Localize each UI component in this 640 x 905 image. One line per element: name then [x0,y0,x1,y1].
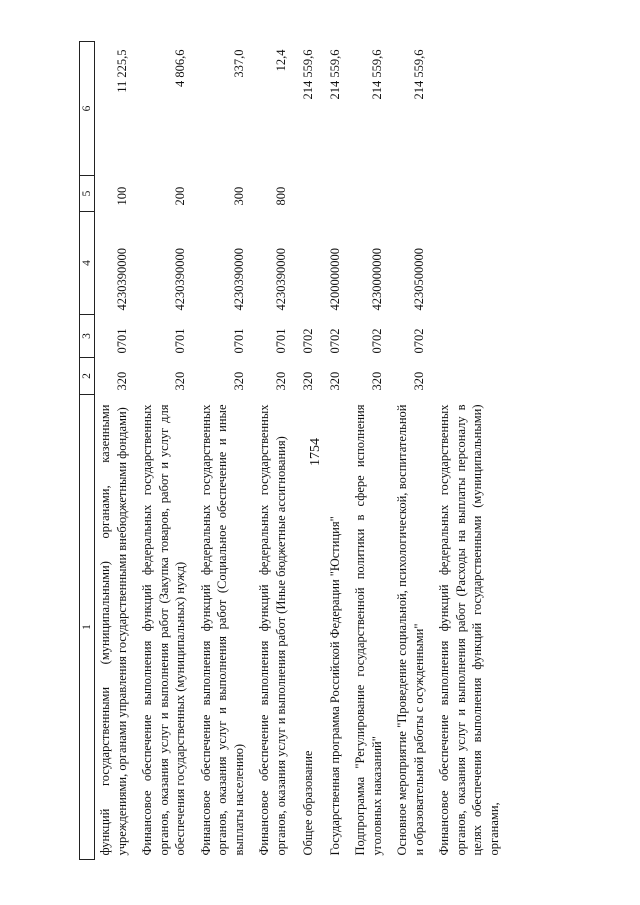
table-header-row [80,42,95,860]
row-section-code: 0701 [231,328,246,354]
row-description: Финансовое обеспечение выполнения функций федеральных государственных органов, оказания услуг и выполнения работ (Иные бюджетные ассигнования) [257,404,288,856]
row-amount: 4 806,6 [173,49,187,87]
row-target-code [292,212,319,315]
row-description: Финансовое обеспечение выполнения функций федеральных государственных органов, оказания услуг и выполнения работ (Расходы на выплаты персоналу в целях обеспечения выполнения функций государственными (муниципальными) органами, [437,404,501,856]
row-section-code: 0702 [411,328,426,354]
row-target-code: 4230390000 [231,248,246,311]
row-ministry-code: 320 [369,371,384,391]
table-row [388,42,430,860]
header-col-4: 4 [80,212,95,315]
row-target-code: 4230000000 [369,248,384,311]
row-section-code: 0701 [114,328,129,354]
row-section-code [430,315,505,358]
row-expense-type [388,176,430,212]
row-target-code: 4200000000 [327,248,342,311]
row-expense-type: 300 [231,186,246,206]
table-row [319,42,346,860]
row-description: Финансовое обеспечение выполнения функций федеральных государственных органов, оказания услуг и выполнения работ (Закупка товаров, работ и услуг для обеспечения государственных (муниципальных) нужд) [140,404,187,856]
row-expense-type [319,176,346,212]
row-target-code: 4230390000 [114,248,129,311]
row-ministry-code: 320 [173,371,187,391]
header-col-3: 3 [80,315,95,358]
row-ministry-code [430,358,505,395]
row-amount: 11 225,5 [114,49,129,93]
row-expense-type: 800 [273,186,288,206]
table-row [346,42,388,860]
row-expense-type [346,176,388,212]
row-section-code: 0701 [273,328,288,354]
row-amount: 12,4 [273,49,288,72]
row-ministry-code: 320 [273,371,288,391]
table-row [292,42,319,860]
row-amount: 214 559,6 [369,49,384,100]
row-section-code: 0702 [369,328,384,354]
row-ministry-code: 320 [300,371,315,391]
row-description: функций государственными (муниципальными) органами, казенными учреждениями, органами управления государственными внебюджетными фондами) [98,404,129,856]
table-row [133,42,192,860]
header-col-1: 1 [80,395,95,860]
budget-table [79,41,505,860]
header-col-5: 5 [80,176,95,212]
table-row [192,42,251,860]
row-expense-type: 100 [114,186,129,206]
row-description: Финансовое обеспечение выполнения функций федеральных государственных органов, оказания услуг и выполнения работ (Социальное обеспечение и иные выплаты населению) [198,404,246,856]
rotated-table-frame [79,42,529,860]
page-number: 1754 [308,438,323,466]
row-target-code: 4230500000 [411,248,426,311]
row-target-code [430,212,505,315]
row-target-code: 4230390000 [273,248,288,311]
header-col-2: 2 [80,358,95,395]
row-amount [430,42,505,176]
row-description: Подпрограмма "Регулирование государственной политики в сфере исполнения уголовных наказаний" [353,404,384,856]
row-expense-type: 200 [173,186,187,206]
table-row [250,42,292,860]
row-ministry-code: 320 [327,371,342,391]
row-expense-type [292,176,319,212]
row-expense-type [430,176,505,212]
row-section-code: 0701 [173,328,187,354]
row-ministry-code: 320 [231,371,246,391]
row-amount: 214 559,6 [411,49,426,100]
row-description: Государственная программа Российской Федерации "Юстиция" [327,516,342,856]
row-description: Основное мероприятие "Проведение социальной, психологической, воспитательной и образовательной работы с осужденными" [395,404,426,856]
table-row [430,42,505,860]
row-section-code: 0702 [300,328,315,354]
row-description: Общее образование [300,750,315,856]
table-row [95,42,134,860]
row-ministry-code: 320 [411,371,426,391]
row-target-code: 4230390000 [173,248,187,311]
row-ministry-code: 320 [114,371,129,391]
header-col-6: 6 [80,42,95,176]
row-amount: 214 559,6 [327,49,342,100]
row-amount: 214 559,6 [300,49,315,100]
row-section-code: 0702 [327,328,342,354]
row-amount: 337,0 [231,49,246,78]
